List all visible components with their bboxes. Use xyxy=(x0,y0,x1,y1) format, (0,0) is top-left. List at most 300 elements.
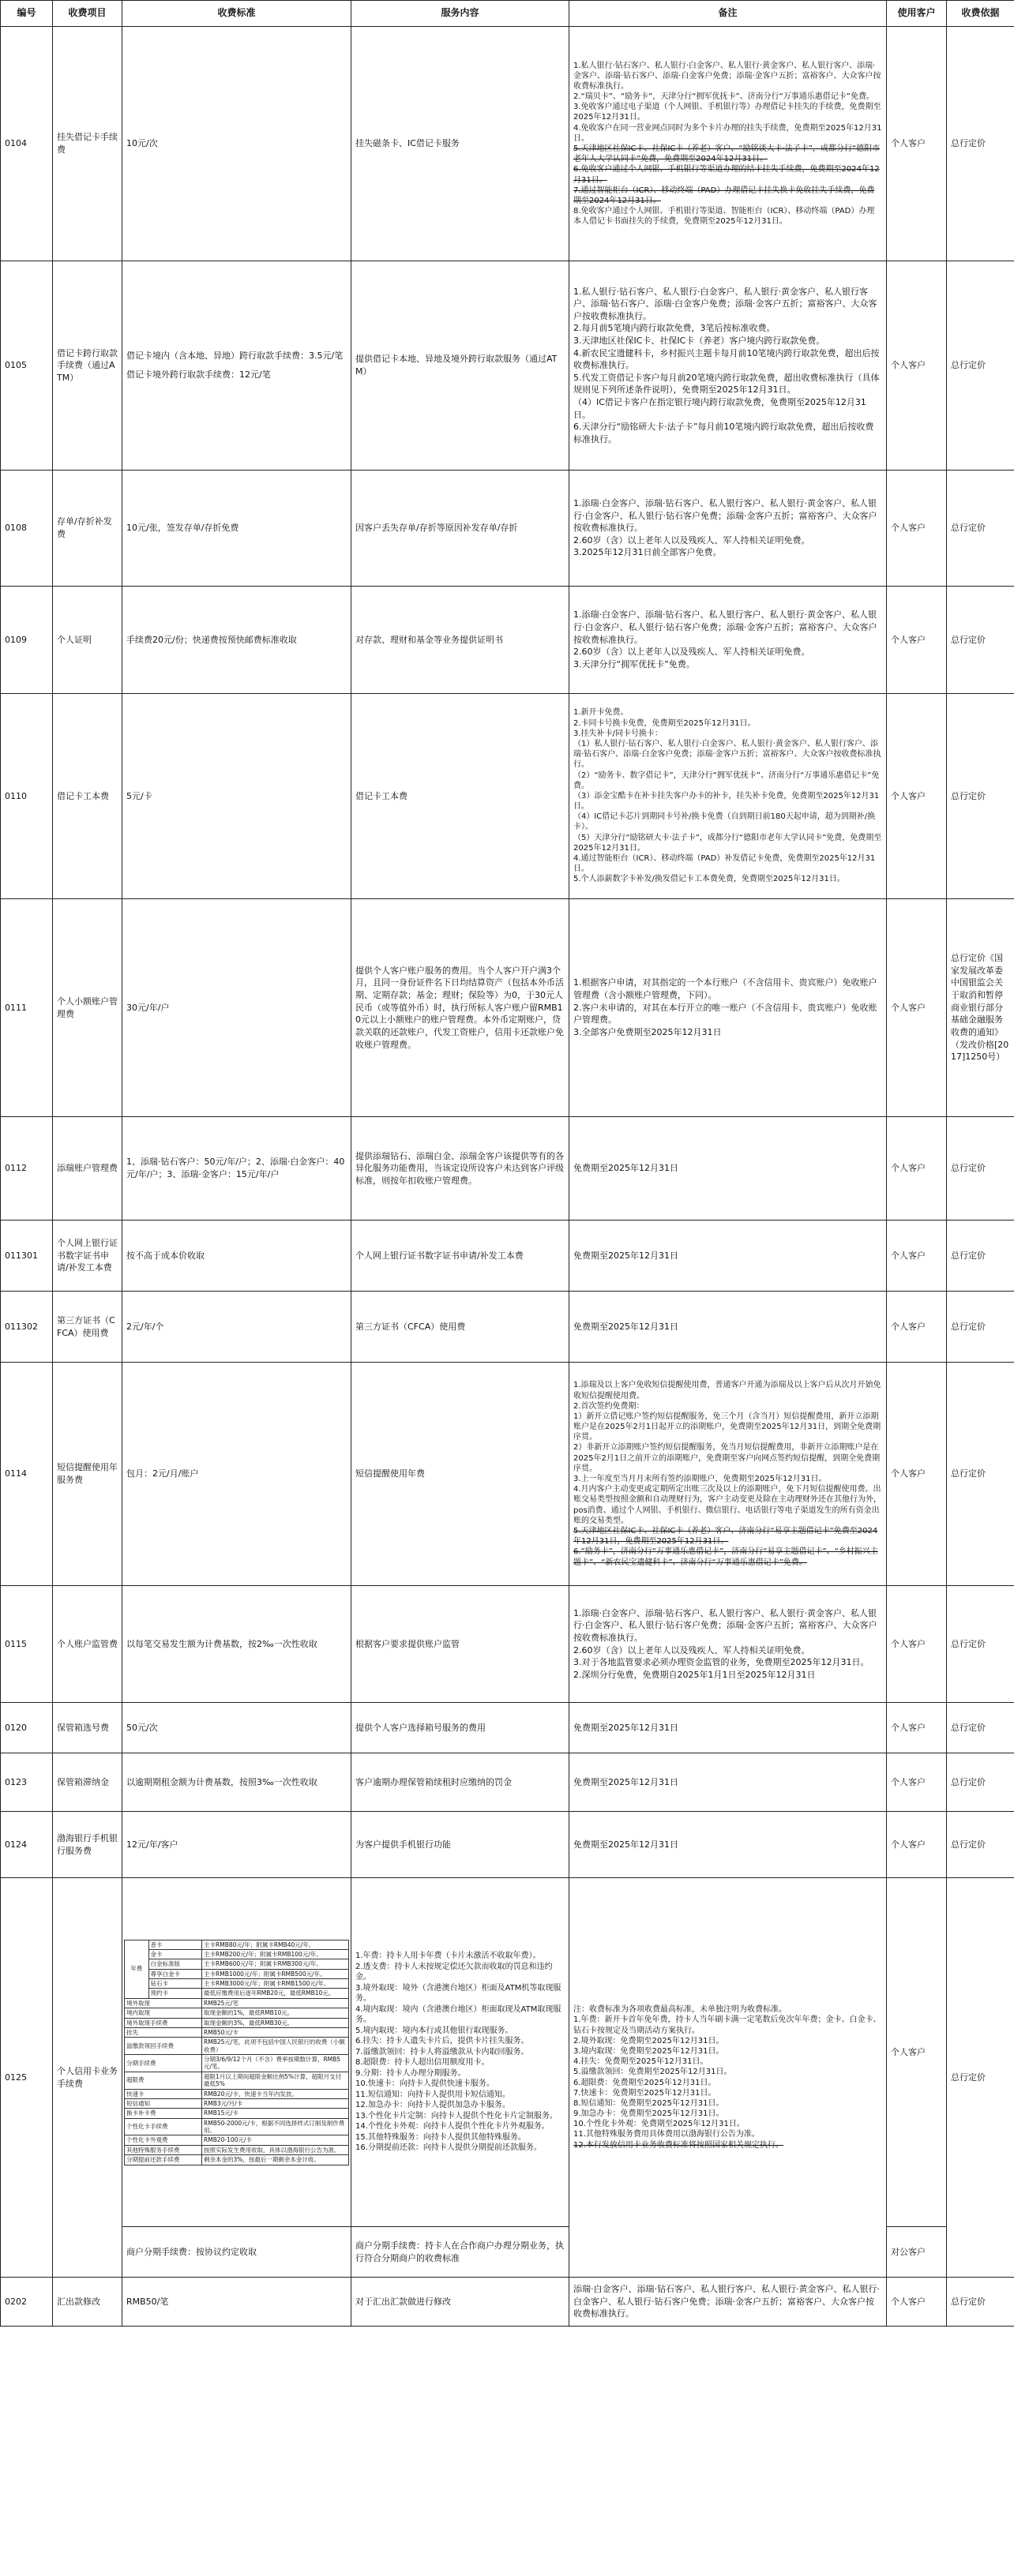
row-basis: 总行定价 xyxy=(947,1363,1014,1586)
subtable-row xyxy=(125,1998,349,2008)
remark-line: （2）“励务卡、数字借记卡”，天津分行“拥军优抚卡”、济南分行“万事通乐惠借记卡”免费。 xyxy=(573,771,880,790)
standard-text: 5元/卡 xyxy=(126,790,152,801)
row-item: 渤海银行手机银行服务费 xyxy=(53,1812,122,1878)
subtable-row xyxy=(125,1969,349,1978)
header-users: 使用客户 xyxy=(887,1,947,27)
row-users: 个人客户 xyxy=(887,1753,947,1812)
subtable-name: 分期提前还款手续费 xyxy=(125,2155,202,2165)
credit-card-fee-subtable xyxy=(124,1940,349,2165)
fee-row xyxy=(1,694,1014,899)
subtable-value: 超限1月以上期间超限金额比例5%计算，超限月支付最低5% xyxy=(202,2072,349,2089)
subtable-row xyxy=(125,1949,349,1959)
row-basis: 总行定价 xyxy=(947,587,1014,694)
remark-line: 12.本行发放信用卡业务收费标准将按照国家相关规定执行。 xyxy=(573,2140,783,2150)
remark-line: 5.天津地区社保IC卡、社保IC卡（养老）客户、“励铭谈大卡·法子卡”，成都分行“德阳市老年人大学认同卡”免费，免费期至2024年12月31日。 xyxy=(573,144,881,164)
remark-line: 8.免收客户通过个人网银、手机银行等渠道、智能柜台（ICR）、移动终端（PAD）办理本人借记卡书面挂失的手续费，免费期至2025年12月31日。 xyxy=(573,207,875,227)
subtable-row xyxy=(125,1959,349,1969)
row-code: 0125 xyxy=(1,1878,53,2278)
service-line: 5.境内取现：境内本行或其他银行取现服务。 xyxy=(355,2026,513,2035)
row-code: 0115 xyxy=(1,1586,53,1703)
row-service: 提供个人客户选择箱号服务的费用 xyxy=(351,1703,569,1753)
remark-line: 4.月内客户主动变更或定期所定出账三次及以上的添期账户，免下月短信提醒使用费。出账交易类型按照金额和自动理财行为，客户主动变更及除在主动理财外还在其他行为外，pos消费、通过个人网银、手机银行、微信银行、电话银行等电子渠道发生的所有资金出账的交易类型。 xyxy=(573,1485,881,1525)
row-remarks xyxy=(569,1703,887,1753)
remark-line: 2.客户未申请的，对其在本行开立的唯一账户（不含信用卡、贵宾账户）免收账户管理费。 xyxy=(573,1002,877,1026)
fee-row xyxy=(1,899,1014,1117)
standard-text: 2元/年/个 xyxy=(126,1321,164,1332)
row-code: 0112 xyxy=(1,1117,53,1221)
service-line: 16.分期提前还款：向持卡人提供分期提前还款服务。 xyxy=(355,2143,542,2153)
subtable-row xyxy=(125,2072,349,2089)
row-service: 挂失磁条卡、IC借记卡服务 xyxy=(351,27,569,261)
row-code: 0124 xyxy=(1,1812,53,1878)
remark-line: 7.快速卡：免费期至2025年12月31日。 xyxy=(573,2088,716,2098)
row-service: 提供借记卡本地、异地及境外跨行取款服务（通过ATM） xyxy=(351,261,569,471)
remark-line: 4.通过智能柜台（ICR）、移动终端（PAD）补发借记卡免费，免费期至2025年12月31日。 xyxy=(573,854,876,874)
remark-line: 1.添瑞·白金客户、添瑞·钻石客户、私人银行客户、私人银行·黄金客户、私人银行·白金客户、私人银行·钻石客户免费；添瑞·金客户五折；富裕客户、大众客户按收费标准执行。 xyxy=(573,609,877,645)
fee-row xyxy=(1,1812,1014,1878)
row-users: 个人客户 xyxy=(887,261,947,471)
header-basis: 收费依据 xyxy=(947,1,1014,27)
subtable-name: 金卡 xyxy=(148,1949,201,1959)
row-standard xyxy=(122,1117,351,1221)
service-line: 3.境外取现：境外（含港澳台地区）柜面及ATM机等取现服务。 xyxy=(355,1983,561,2004)
row-basis: 总行定价 xyxy=(947,1586,1014,1703)
remark-line: 6.免收客户通过个人网银、手机银行等渠道办理的结卡挂失手续费，免费期至2024年12月31日。 xyxy=(573,165,880,185)
row-remarks xyxy=(569,261,887,471)
remark-line: 4.挂失：免费期至2025年12月31日。 xyxy=(573,2057,708,2067)
remark-line: 1.年费：新开卡首年免年费，持卡人当年刷卡满一定笔数后免次年年费；金卡、白金卡、钻石卡按规定及当期活动方案执行。 xyxy=(573,2015,881,2035)
row-code: 0110 xyxy=(1,694,53,899)
standard-text: 按不高于成本价收取 xyxy=(126,1250,205,1261)
remark-line: 免费期至2025年12月31日 xyxy=(573,1839,678,1850)
remark-line: 2.境外取现：免费期至2025年12月31日。 xyxy=(573,2036,724,2045)
remark-line: 3.上一年度至当月月末所有签约添期账户，免费期至2025年12月31日。 xyxy=(573,1475,827,1483)
row-standard xyxy=(122,1812,351,1878)
row-remarks xyxy=(569,899,887,1117)
row-standard xyxy=(122,1221,351,1292)
remark-line: （5）天津分行“励铭研大卡·法子卡”，成都分行“德阳市老年大学认同卡”免费，免费期至2025年12月31日。 xyxy=(573,833,882,853)
standard-text: 10元/张，签发存单/存折免费 xyxy=(126,523,239,534)
row-item: 借记卡工本费 xyxy=(53,694,122,899)
row-users-extra: 对公客户 xyxy=(887,2227,947,2278)
row-standard xyxy=(122,1753,351,1812)
remark-line: 免费期至2025年12月31日 xyxy=(573,1163,678,1174)
remark-line: 1.私人银行·钻石客户、私人银行·白金客户、私人银行·黄金客户、私人银行客户、添瑞·钻石客户、添瑞·白金客户免费；添瑞·金客户五折；富裕客户、大众客户按收费标准执行。 xyxy=(573,286,877,321)
row-code: 011302 xyxy=(1,1292,53,1363)
subtable-name: 钻石卡 xyxy=(148,1979,201,1989)
remark-line: 2.60岁（含）以上老年人以及残疾人、军人持相关证明免费。 xyxy=(573,534,810,546)
fee-row xyxy=(1,1363,1014,1586)
row-users: 个人客户 xyxy=(887,694,947,899)
row-remarks xyxy=(569,27,887,261)
subtable-name: 个性化卡手续费 xyxy=(125,2118,202,2135)
row-standard xyxy=(122,1292,351,1363)
row-remarks xyxy=(569,1812,887,1878)
remark-line: 1）新开立借记账户签约短信提醒服务，免三个月（含当月）短信提醒费用，新开立添期账户是在2025年2月1日起开立的添期账户，免费期至2025年12月31日，到期全免费期序贯。 xyxy=(573,1412,881,1442)
row-standard-extra: 商户分期手续费：按协议约定收取 xyxy=(122,2227,351,2278)
subtable-name: 超限费 xyxy=(125,2072,202,2089)
remark-line: 注：收费标准为各项收费最高标准，未单独注明为收费标准。 xyxy=(573,2005,787,2015)
subtable-name: 境外取现 xyxy=(125,1998,202,2008)
standard-text: 手续费20元/份；快递费按预快邮费标准收取 xyxy=(126,634,297,645)
subtable-row xyxy=(125,1989,349,1998)
remark-line: 2.“瑞贝卡”、“励务卡”，天津分行“拥军优抚卡”、济南分行“万事通乐惠借记卡”免费。 xyxy=(573,92,874,102)
row-item: 添瑞账户管理费 xyxy=(53,1117,122,1221)
row-remarks xyxy=(569,1753,887,1812)
fee-row xyxy=(1,471,1014,587)
subtable-name: 境外取现手续费 xyxy=(125,2018,202,2027)
row-basis: 总行定价《国家发展改革委 中国银监会关于取消和暂停商业银行部分基础金融服务收费的通知》（发改价格[2017]1250号） xyxy=(947,899,1014,1117)
row-users: 个人客户 xyxy=(887,1703,947,1753)
row-standard-subtable xyxy=(122,1878,351,2227)
row-code: 0111 xyxy=(1,899,53,1117)
remark-line: 2.60岁（含）以上老年人以及残疾人、军人持相关证明免费。 xyxy=(573,647,810,658)
subtable-row xyxy=(125,2027,349,2037)
remark-line: 3.境内取现：免费期至2025年12月31日。 xyxy=(573,2046,724,2056)
row-service: 对于汇出汇款做进行修改 xyxy=(351,2278,569,2327)
subtable-row xyxy=(125,2038,349,2055)
fee-row xyxy=(1,1221,1014,1292)
row-code: 0120 xyxy=(1,1703,53,1753)
remark-line: 7.通过智能柜台（ICR）、移动终端（PAD）办理借记卡挂失换卡免收挂失手续费，免费期至2024年12月31日。 xyxy=(573,186,875,205)
subtable-name: 普卡 xyxy=(148,1940,201,1949)
subtable-row xyxy=(125,2008,349,2018)
row-item: 个人信用卡业务手续费 xyxy=(53,1878,122,2278)
subtable-value: 主卡RMB1000元/年；附属卡RMB500元/年。 xyxy=(202,1969,349,1978)
remark-line: （4）IC借记卡芯片到期同卡号补/换卡免费（自到期日前180天起申请，超为到期补/换卡）。 xyxy=(573,812,876,832)
service-line: 1.年费：持卡人用卡年费（卡片未激活不收取年费）。 xyxy=(355,1952,541,1961)
row-standard xyxy=(122,587,351,694)
row-standard xyxy=(122,1363,351,1586)
fee-row xyxy=(1,261,1014,471)
remark-line: 10.个性化卡外观：免费期至2025年12月31日。 xyxy=(573,2120,745,2129)
header-item: 收费项目 xyxy=(53,1,122,27)
service-line: 8.超限费：持卡人超出信用额度用卡。 xyxy=(355,2058,490,2068)
subtable-value: 取现金额的1%，最低RMB10元。 xyxy=(202,2008,349,2018)
remark-line: 2）非新开立添期账户签约短信提醒服务，免当月短信提醒费用，非新开立添期账户是在2025年2月1日之前开立的添期账户，免费期至客户向网点签约短信提醒，到期全免费期序贯。 xyxy=(573,1443,881,1473)
row-basis: 总行定价 xyxy=(947,1753,1014,1812)
row-users: 个人客户 xyxy=(887,587,947,694)
fee-row xyxy=(1,1753,1014,1812)
row-item: 存单/存折补发费 xyxy=(53,471,122,587)
row-item: 短信提醒使用年服务费 xyxy=(53,1363,122,1586)
row-basis: 总行定价 xyxy=(947,1812,1014,1878)
subtable-row xyxy=(125,2135,349,2145)
row-remarks xyxy=(569,587,887,694)
row-standard xyxy=(122,1703,351,1753)
row-standard xyxy=(122,261,351,471)
standard-text: 30元/年/户 xyxy=(126,1002,170,1013)
remark-line: 5.代发工资借记卡客户每月前20笔境内跨行取款免费，超出收费标准执行（具体规则见下列所述条件说明），免费期至2025年12月31日。 xyxy=(573,372,880,396)
remark-line: 6.天津分行“励铭研大卡·法子卡”每月前10笔境内跨行取款免费，超出后按收费标准执行。 xyxy=(573,422,874,444)
row-users: 个人客户 xyxy=(887,471,947,587)
row-service-list xyxy=(351,1878,569,2227)
remark-line: 免费期至2025年12月31日 xyxy=(573,1321,678,1332)
remark-line: 2.首次签约免费期： xyxy=(573,1401,644,1411)
row-item: 个人网上银行证书数字证书申请/补发工本费 xyxy=(53,1221,122,1292)
standard-text: 包月：2元/月/账户 xyxy=(126,1468,199,1479)
row-basis: 总行定价 xyxy=(947,1221,1014,1292)
row-basis: 总行定价 xyxy=(947,27,1014,261)
row-users: 个人客户 xyxy=(887,1586,947,1703)
remark-line: 3.对于各地监管要求必须办理资金监管的业务，免费期至2025年12月31日。 xyxy=(573,1657,869,1668)
row-service: 为客户提供手机银行功能 xyxy=(351,1812,569,1878)
remark-line: 2.每月前5笔境内跨行取款免费，3笔后按标准收费。 xyxy=(573,323,776,334)
subtable-name: 境内取现 xyxy=(125,2008,202,2018)
subtable-name: 预约卡 xyxy=(148,1989,201,1998)
subtable-name: 其他特殊服务手续费 xyxy=(125,2145,202,2154)
subtable-name: 快速卡 xyxy=(125,2089,202,2098)
subtable-row xyxy=(125,1940,349,1949)
row-service: 个人网上银行证书数字证书申请/补发工本费 xyxy=(351,1221,569,1292)
row-service: 因客户丢失存单/存折等原因补发存单/存折 xyxy=(351,471,569,587)
row-item: 个人账户监管费 xyxy=(53,1586,122,1703)
standard-text: RMB50/笔 xyxy=(126,2296,169,2307)
subtable-name: 溢缴款领回手续费 xyxy=(125,2038,202,2055)
row-service: 客户逾期办理保管箱续租时应缴纳的罚金 xyxy=(351,1753,569,1812)
row-remarks xyxy=(569,1117,887,1221)
row-users: 个人客户 xyxy=(887,1117,947,1221)
fee-row xyxy=(1,587,1014,694)
row-remarks xyxy=(569,2278,887,2327)
row-code: 0109 xyxy=(1,587,53,694)
service-line: 7.溢缴款领回：持卡人将溢缴款从卡内取回服务。 xyxy=(355,2047,529,2057)
subtable-value: RMB3元/月/卡 xyxy=(202,2098,349,2108)
subtable-name: 白金标准版 xyxy=(148,1959,201,1969)
row-basis: 总行定价 xyxy=(947,1117,1014,1221)
row-users: 个人客户 xyxy=(887,1221,947,1292)
row-code: 011301 xyxy=(1,1221,53,1292)
row-item: 保管箱选号费 xyxy=(53,1703,122,1753)
row-standard xyxy=(122,899,351,1117)
service-line: 4.境内取现：境内（含港澳台地区）柜面取现及ATM取现服务。 xyxy=(355,2004,561,2025)
subtable-value: 取现金额的3%，最低RMB30元。 xyxy=(202,2018,349,2027)
fee-row xyxy=(1,27,1014,261)
remark-line: （3）添金宝酷卡在补卡挂失客户办卡的补卡，挂失补卡免费，免费期至2025年12月31日。 xyxy=(573,791,880,812)
subtable-value: 主卡RMB600元/年；附属卡RMB300元/年。 xyxy=(202,1959,349,1969)
row-remarks xyxy=(569,1586,887,1703)
subtable-row xyxy=(125,2098,349,2108)
row-code: 0105 xyxy=(1,261,53,471)
remark-line: （1）私人银行·钻石客户、私人银行·白金客户、私人银行·黄金客户、私人银行客户、添瑞·钻石客户、添瑞·白金客户免费；添瑞·金客户五折；富裕客户、大众客户按收费标准执行。 xyxy=(573,739,881,770)
remark-line: 添瑞·白金客户、添瑞·钻石客户、私人银行客户、私人银行·黄金客户、私人银行·白金客户、私人银行·钻石客户免费；添瑞·金客户五折；富裕客户、大众客户按收费标准执行。 xyxy=(573,2284,880,2319)
remark-line: 5.天津地区社保IC卡、社保IC卡（养老）客户、济南分行“易享主题借记卡”免费至2024年12月31日，免费期至2025年12月31日。 xyxy=(573,1526,878,1547)
standard-text: 10元/次 xyxy=(126,138,158,149)
fee-table-body xyxy=(1,27,1014,2327)
subtable-value: RMB15元/卡 xyxy=(202,2109,349,2118)
subtable-name: 分期手续费 xyxy=(125,2055,202,2072)
remark-line: 2.卡同卡号换卡免费，免费期至2025年12月31日。 xyxy=(573,718,756,728)
row-service: 短信提醒使用年费 xyxy=(351,1363,569,1586)
subtable-name: 挂失 xyxy=(125,2027,202,2037)
service-line: 2.透支费：持卡人未按规定偿还欠款而收取的罚息和违约金。 xyxy=(355,1962,553,1982)
row-remarks xyxy=(569,1292,887,1363)
row-remarks xyxy=(569,1363,887,1586)
row-remarks xyxy=(569,1221,887,1292)
row-item: 汇出款修改 xyxy=(53,2278,122,2327)
row-basis: 总行定价 xyxy=(947,471,1014,587)
standard-text: 50元/次 xyxy=(126,1722,158,1733)
fee-row xyxy=(1,1117,1014,1221)
subtable-value: 分期3/6/9/12个月（不含）费率按期数计算，RMB5元/笔。 xyxy=(202,2055,349,2072)
row-item: 第三方证书（CFCA）使用费 xyxy=(53,1292,122,1363)
row-code: 0114 xyxy=(1,1363,53,1586)
remark-line: 1.根据客户申请，对其指定的一个本行账户（不含信用卡、贵宾账户）免收账户管理费（含小额账户管理费，下同）。 xyxy=(573,977,877,1001)
remark-line: 11.其他特殊服务费用具体费用以渤海银行公告为准。 xyxy=(573,2130,760,2139)
service-line: 10.快速卡：向持卡人提供快速卡服务。 xyxy=(355,2079,494,2089)
service-line: 15.其他特殊服务：向持卡人提供其他特殊服务。 xyxy=(355,2132,526,2142)
row-standard xyxy=(122,27,351,261)
row-standard xyxy=(122,471,351,587)
header-code: 编号 xyxy=(1,1,53,27)
remark-line: 免费期至2025年12月31日 xyxy=(573,1722,678,1733)
remark-line: 1.新开卡免费。 xyxy=(573,708,629,718)
subtable-row xyxy=(125,2018,349,2027)
row-code: 0108 xyxy=(1,471,53,587)
subtable-row xyxy=(125,2055,349,2072)
row-users: 个人客户 xyxy=(887,1812,947,1878)
subtable-value: 主卡RMB80元/年；附属卡RMB40元/年。 xyxy=(202,1940,349,1949)
header-standard: 收费标准 xyxy=(122,1,351,27)
service-line: 6.挂失：持卡人遗失卡片后，提供卡片挂失服务。 xyxy=(355,2037,529,2046)
row-item: 个人证明 xyxy=(53,587,122,694)
row-users: 个人客户 xyxy=(887,1363,947,1586)
subtable-row xyxy=(125,2118,349,2135)
standard-text-secondary: 借记卡境外跨行取款手续费：12元/笔 xyxy=(126,369,271,380)
row-standard xyxy=(122,2278,351,2327)
row-service: 提供个人客户账户服务的费用。当个人客户开户满3个月，且同一身份证件名下日均结算资产（包括本外币活期、定期存款；基金；理财；保险等）为0，于30元人民币（或等值外币）时，执行所标人客户账户留RMB10元以上小额账户的账户管理费。本外币定期账户，贷款关联的还款账户，代发工资账户，信用卡还款账户免收账户管理费。 xyxy=(351,899,569,1117)
row-service: 借记卡工本费 xyxy=(351,694,569,899)
subtable-row xyxy=(125,2145,349,2154)
header-service: 服务内容 xyxy=(351,1,569,27)
row-users: 个人客户 xyxy=(887,1878,947,2227)
remark-line: （4）IC借记卡客户在指定银行境内跨行取款免费，免费期至2025年12月31日。 xyxy=(573,397,866,420)
remark-line: 6.超限费：免费期至2025年12月31日。 xyxy=(573,2078,716,2087)
subtable-category: 年费 xyxy=(125,1940,149,1998)
row-standard xyxy=(122,694,351,899)
row-basis: 总行定价 xyxy=(947,261,1014,471)
subtable-value: 最低应缴费用后逐年RMB20元，最低RMB10元。 xyxy=(202,1989,349,1998)
standard-text: 借记卡境内（含本地、异地）跨行取款手续费：3.5元/笔 xyxy=(126,351,344,362)
remark-line: 3.2025年12月31日前全部客户免费。 xyxy=(573,547,722,558)
row-users: 个人客户 xyxy=(887,2278,947,2327)
remark-line: 3.免收客户通过电子渠道（个人网银、手机银行等）办理借记卡挂失的手续费，免费期至2025年12月31日。 xyxy=(573,103,881,122)
row-remarks xyxy=(569,1878,887,2278)
row-standard xyxy=(122,1586,351,1703)
remark-line: 3.天津分行“拥军优抚卡”免费。 xyxy=(573,658,695,669)
subtable-row xyxy=(125,1979,349,1989)
row-code: 0123 xyxy=(1,1753,53,1812)
remark-line: 3.挂失补卡/同卡号换卡： xyxy=(573,729,663,738)
remark-line: 6.“励务卡”，济南分行“万事通乐惠借记卡”，济南分行“易享主题借记卡”、“乡村振兴主题卡”、“新农民宝遗健科卡”、济南分行“万事通乐惠借记卡”免费。 xyxy=(573,1547,878,1567)
subtable-value: 主卡RMB3000元/年；附属卡RMB1500元/年。 xyxy=(202,1979,349,1989)
row-users: 个人客户 xyxy=(887,899,947,1117)
row-service: 根据客户要求提供账户监管 xyxy=(351,1586,569,1703)
remark-line: 8.短信通知：免费期至2025年12月31日。 xyxy=(573,2098,724,2108)
row-remarks xyxy=(569,471,887,587)
fee-row xyxy=(1,2278,1014,2327)
row-item: 借记卡跨行取款手续费（通过ATM） xyxy=(53,261,122,471)
service-line: 12.加急办卡：向持卡人提供加急办卡服务。 xyxy=(355,2101,510,2110)
row-item: 个人小额账户管理费 xyxy=(53,899,122,1117)
remark-line: 1.私人银行·钻石客户、私人银行·白金客户、私人银行·黄金客户、私人银行客户、添瑞·金客户、添瑞·钻石客户、添瑞·白金客户免费；添瑞·金客户五折；富裕客户、大众客户按收费标准执行。 xyxy=(573,61,881,91)
remark-line: 5.溢缴款领回：免费期至2025年12月31日。 xyxy=(573,2068,732,2077)
subtable-name: 短信通知 xyxy=(125,2098,202,2108)
standard-text: 1、添瑞·钻石客户：50元/年/户；2、添瑞·白金客户：40元/年/户；3、添瑞·金客户：15元/年/户 xyxy=(126,1157,345,1179)
row-basis: 总行定价 xyxy=(947,2278,1014,2327)
subtable-value: RMB20元/卡，快速卡当年内发放。 xyxy=(202,2089,349,2098)
subtable-value: RMB50元/卡 xyxy=(202,2027,349,2037)
row-basis: 总行定价 xyxy=(947,1292,1014,1363)
remark-line: 5.个人添薪数字卡补发/换发借记卡工本费免费，免费期至2025年12月31日。 xyxy=(573,875,845,884)
remark-line: 1.添瑞·白金客户、添瑞·钻石客户、私人银行客户、私人银行·黄金客户、私人银行·白金客户、私人银行·钻石客户免费；添瑞·金客户五折；富裕客户、大众客户按收费标准执行。 xyxy=(573,497,877,534)
remark-line: 2.深圳分行免费，免费期自2025年1月1日至2025年12月31日 xyxy=(573,1669,816,1680)
subtable-row xyxy=(125,2155,349,2165)
header-remarks: 备注 xyxy=(569,1,887,27)
subtable-row xyxy=(125,2109,349,2118)
standard-text: 以逾期期租金额为计费基数，按照3‰一次性收取 xyxy=(126,1776,317,1787)
remark-line: 免费期至2025年12月31日 xyxy=(573,1776,678,1787)
remark-line: 3.天津地区社保IC卡、社保IC卡（养老）客户境内跨行取款免费。 xyxy=(573,335,825,346)
row-service: 提供添瑞钻石、添瑞白金、添瑞金客户该提供等有的各异化服务功能费用，当该定设所设客户未达到客户评级标准，则按年扣收账户管理费。 xyxy=(351,1117,569,1221)
remark-line: 3.全部客户免费期至2025年12月31日 xyxy=(573,1026,722,1037)
standard-text: 以每笔交易发生额为计费基数，按2‰一次性收取 xyxy=(126,1638,317,1649)
service-line: 13.个性化卡片定制：向持卡人提供个性化卡片定制服务。 xyxy=(355,2111,558,2120)
subtable-name: 个性化卡外观费 xyxy=(125,2135,202,2145)
remark-line: 1.添瑞·白金客户、添瑞·钻石客户、私人银行客户、私人银行·黄金客户、私人银行·白金客户、私人银行·钻石客户免费；添瑞·金客户五折；富裕客户、大众客户按收费标准执行。 xyxy=(573,1607,877,1643)
row-basis: 总行定价 xyxy=(947,1703,1014,1753)
service-line: 14.个性化卡外观：向持卡人提供个性化卡片外观服务。 xyxy=(355,2122,550,2132)
fee-row xyxy=(1,1703,1014,1753)
row-code: 0202 xyxy=(1,2278,53,2327)
service-line: 11.短信通知：向持卡人提供用卡短信通知。 xyxy=(355,2090,510,2099)
row-item: 保管箱滞纳金 xyxy=(53,1753,122,1812)
fee-row xyxy=(1,1292,1014,1363)
row-service-extra: 商户分期手续费：持卡人在合作商户办理分期业务，执行符合分期商户的收费标准 xyxy=(351,2227,569,2278)
row-users: 个人客户 xyxy=(887,1292,947,1363)
remark-line: 免费期至2025年12月31日 xyxy=(573,1250,678,1261)
subtable-value: 主卡RMB200元/年；附属卡RMB100元/年。 xyxy=(202,1949,349,1959)
fee-row xyxy=(1,1878,1014,2227)
row-basis: 总行定价 xyxy=(947,694,1014,899)
remark-line: 1.添瑞及以上客户免收短信提醒使用费，普通客户开通为添瑞及以上客户后从次月开始免收短信提醒使用费。 xyxy=(573,1381,881,1400)
row-remarks xyxy=(569,694,887,899)
service-line: 9.分期：持卡人办理分期服务。 xyxy=(355,2068,466,2078)
subtable-value: 按照实际发生费用收取，具体以渤海银行公告为准。 xyxy=(202,2145,349,2154)
standard-text: 12元/年/客户 xyxy=(126,1839,178,1850)
row-service: 第三方证书（CFCA）使用费 xyxy=(351,1292,569,1363)
remark-line: 2.60岁（含）以上老年人以及残疾人、军人持相关证明免费。 xyxy=(573,1644,810,1655)
subtable-value: RMB25元/笔 xyxy=(202,1998,349,2008)
subtable-name: 换卡补卡费 xyxy=(125,2109,202,2118)
fee-row xyxy=(1,1586,1014,1703)
remark-line: 9.加急办卡：免费期至2025年12月31日。 xyxy=(573,2109,724,2119)
remark-line: 4.新农民宝遗健科卡，乡村振兴主题卡每月前10笔境内跨行取款免费，超出后按收费标准执行。 xyxy=(573,347,880,371)
subtable-value: RMB50-2000元/卡，根据不同选择样式订制及制作费用。 xyxy=(202,2118,349,2135)
row-code: 0104 xyxy=(1,27,53,261)
row-users: 个人客户 xyxy=(887,27,947,261)
row-service: 对存款、理财和基金等业务提供证明书 xyxy=(351,587,569,694)
subtable-row xyxy=(125,2089,349,2098)
row-item: 挂失借记卡手续费 xyxy=(53,27,122,261)
header-row xyxy=(1,1,1014,27)
subtable-value: RMB20-100元/卡 xyxy=(202,2135,349,2145)
remark-line: 4.免收客户在同一营业网点同时为多个卡片办理的挂失手续费，免费期至2025年12月31日。 xyxy=(573,123,882,143)
subtable-name: 尊享白金卡 xyxy=(148,1969,201,1978)
row-basis: 总行定价 xyxy=(947,1878,1014,2278)
subtable-value: RMB25元/笔，此项不包括中国人民银行的收费（小额收费） xyxy=(202,2038,349,2055)
subtable-value: 剩余本金的3%，按最后一期剩余本金计收。 xyxy=(202,2155,349,2165)
